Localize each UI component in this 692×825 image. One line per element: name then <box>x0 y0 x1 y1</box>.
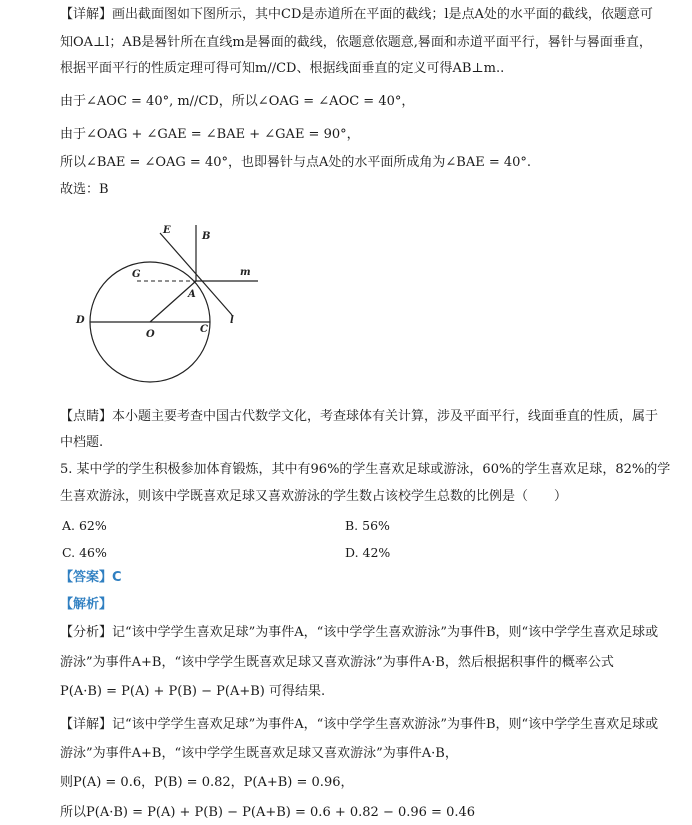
text-line: 【详解】记“该中学学生喜欢足球”为事件A，“该中学学生喜欢游泳”为事件B，则“该中学学生喜欢足球或 <box>60 717 659 732</box>
option-d: D. 42% <box>345 545 391 560</box>
option-a: A. 62% <box>62 518 107 533</box>
label-l: l <box>230 315 234 326</box>
label-m: m <box>240 267 251 278</box>
label-D: D <box>76 315 85 326</box>
cross-section-figure <box>60 215 300 395</box>
radius-oa <box>150 281 196 322</box>
text-line: 游泳”为事件A+B，“该中学学生既喜欢足球又喜欢游泳”为事件A·B，然后根据积事件的概率公式 <box>60 655 614 670</box>
equation-line: 则P(A) = 0.6，P(B) = 0.82，P(A+B) = 0.96， <box>60 775 354 790</box>
label-E: E <box>163 225 171 236</box>
option-c: C. 46% <box>62 545 107 560</box>
option-b: B. 56% <box>345 518 390 533</box>
text-line: 游泳”为事件A+B，“该中学学生既喜欢足球又喜欢游泳”为事件A·B， <box>60 746 458 761</box>
text-line: 根据平面平行的性质定理可得可知m//CD、根据线面垂直的定义可得AB⊥m.. <box>60 61 505 76</box>
analysis-tag: 【解析】 <box>60 597 113 612</box>
equation-line: 由于∠AOC = 40°, m//CD，所以∠OAG = ∠AOC = 40°， <box>60 94 415 109</box>
text-line: 知OA⊥l；AB是晷针所在直线m是晷面的截线，依题意依题意,晷面和赤道平面平行，晷针与晷面垂直， <box>60 35 652 50</box>
label-A: A <box>188 289 196 300</box>
text-line: 【分析】记“该中学学生喜欢足球”为事件A，“该中学学生喜欢游泳”为事件B，则“该中学学生喜欢足球或 <box>60 625 659 640</box>
choice-line: 故选：B <box>60 182 109 197</box>
label-G: G <box>132 269 141 280</box>
text-line: 中档题. <box>60 435 104 450</box>
equation-line: 所以P(A·B) = P(A) + P(B) − P(A+B) = 0.6 + 0.82 − 0.96 = 0.46 <box>60 805 476 820</box>
label-O: O <box>146 329 155 340</box>
equation-line: 所以∠BAE = ∠OAG = 40°，也即晷针与点A处的水平面所成角为∠BAE = 40°. <box>60 155 532 170</box>
text-line: 【详解】画出截面图如下图所示，其中CD是赤道所在平面的截线；l是点A处的水平面的截线，依题意可 <box>60 7 653 22</box>
text-line: 【点睛】本小题主要考查中国古代数学文化，考查球体有关计算，涉及平面平行，线面垂直的性质，属于 <box>60 409 659 424</box>
label-C: C <box>200 324 208 335</box>
answer-tag: 【答案】C <box>60 570 122 585</box>
equation-line: 由于∠OAG + ∠GAE = ∠BAE + ∠GAE = 90°， <box>60 127 360 142</box>
question-line: 5. 某中学的学生积极参加体育锻炼，其中有96%的学生喜欢足球或游泳，60%的学生喜欢足球，82%的学 <box>60 462 671 477</box>
formula-line: P(A·B) = P(A) + P(B) − P(A+B) 可得结果. <box>60 684 326 699</box>
label-B: B <box>202 231 211 242</box>
question-line: 生喜欢游泳，则该中学既喜欢足球又喜欢游泳的学生数占该校学生总数的比例是（ ） <box>60 489 568 504</box>
